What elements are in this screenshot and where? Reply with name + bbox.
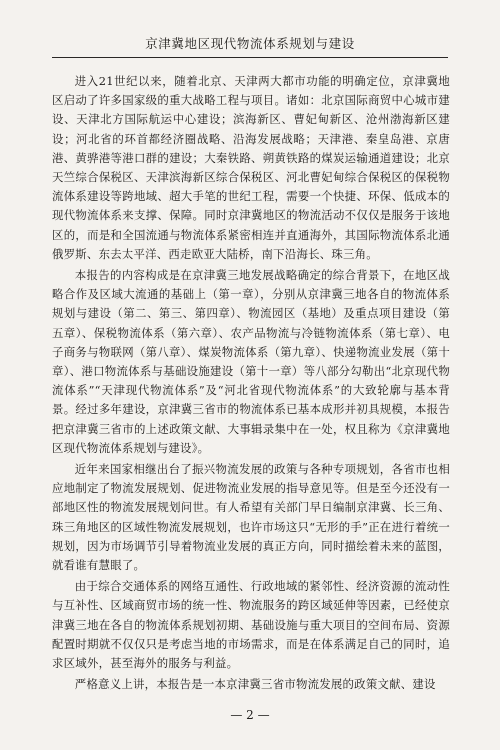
paragraph-3: 近年来国家相继出台了振兴物流发展的政策与各种专项规划，各省市也相应地制定了物流发展规划、促进物流业发展的指导意见等。但是至今还没有一部地区性的物流发展规划问世。有人希望有关部门早日编制京津冀、长三角、珠三角地区的区域性物流发展规划，也许市场这只“无形的手”正在进行着统一规划，因为市场调节引导着物流业发展的真正方向，同时描绘着未来的蓝图，就看谁有慧眼了。 [52,462,450,573]
paragraph-4: 由于综合交通体系的网络互通性、行政地域的紧邻性、经济资源的流动性与互补性、区域商贸市场的统一性、物流服务的跨区域延伸等因素，已经使京津冀三地在各自的物流体系规划初期、基础设施与重大项目的空间布局、资源配置时期就不仅仅只是考虑当地的市场需求，而是在体系满足自己的同时，追求区域外，甚至海外的服务与利益。 [52,579,450,671]
page-number: — 2 — [230,708,270,722]
paragraph-1: 进入21世纪以来，随着北京、天津两大都市功能的明确定位，京津冀地区启动了许多国家级的重大战略工程与项目。诸如：北京国际商贸中心城市建设、天津北方国际航运中心建设；滨海新区、曹妃甸新区、沧州渤海新区建设；河北省的环首都经济圈战略、沿海发展战略；天津港、秦皇岛港、京唐港、黄骅港等港口群的建设；大秦铁路、朔黄铁路的煤炭运输通道建设；北京天竺综合保税区、天津滨海新区综合保税区、河北曹妃甸综合保税区的保税物流体系建设等跨地域、超大手笔的世纪工程，需要一个快捷、环保、低成本的现代物流体系来支撑、保障。同时京津冀地区的物流活动不仅仅是服务于该地区的，而是和全国流通与物流体系紧密相连并直通海外，其国际物流体系北通俄罗斯、东去太平洋、西走欧亚大陆桥，南下沿海长、珠三角。 [52,74,450,261]
body-text [52,72,450,697]
paragraph-5: 严格意义上讲，本报告是一本京津冀三省市物流发展的政策文献、建设 [74,677,436,692]
paragraph-2: 本报告的内容构成是在京津冀三地发展战略确定的综合背景下，在地区战略合作及区域大流通的基础上（第一章），分别从京津冀三地各自的物流体系规划与建设（第二、第三、第四章）、物流园区（基地）及重点项目建设（第五章）、保税物流体系（第六章）、农产品物流与冷链物流体系（第七章）、电子商务与物联网（第八章）、煤炭物流体系（第九章）、快递物流业发展（第十章）、港口物流体系与基础设施建设（第十一章）等八部分勾勒出“北京现代物流体系”“天津现代物流体系”及“河北省现代物流体系”的大致轮廓与基本背景。经过多年建设，京津冀三省市的物流体系已基本成形并初具规模，本报告把京津冀三省市的上述政策文献、大事辑录集中在一处，权且称为《京津冀地区现代物流体系规划与建设》。 [52,268,450,455]
running-header: 京津冀地区现代物流体系规划与建设 [52,34,448,58]
